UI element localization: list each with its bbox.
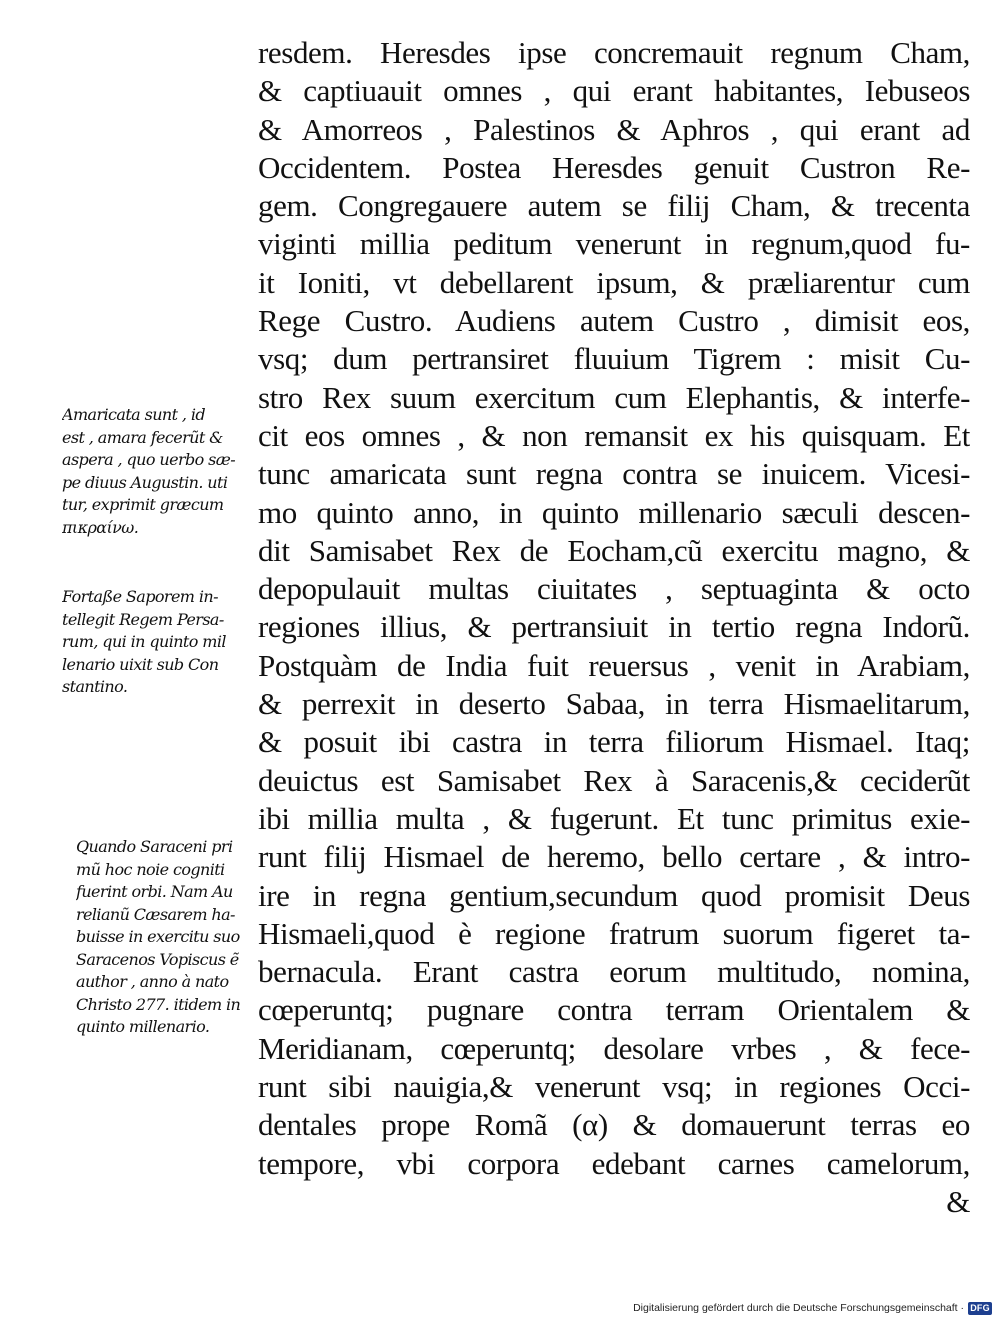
margin-note-line: lenario uixit sub Con: [62, 654, 219, 674]
margin-note-line: πικραίνω.: [62, 517, 139, 537]
text-line: Postquàm de India fuit reuersus , venit in Arabiam,: [258, 647, 970, 683]
text-line: gem. Congregauere autem se filij Cham, & trecenta: [258, 188, 970, 224]
margin-note-amaricata: [62, 404, 267, 539]
text-line: viginti millia peditum venerunt in regnum,quod fu-: [258, 226, 970, 262]
margin-note-line: est , amara fecerũt &: [62, 427, 223, 447]
text-line: resdem. Heresdes ipse concremauit regnum Cham,: [258, 35, 970, 70]
margin-note-line: Amaricata sunt , id: [62, 405, 206, 424]
text-line: ire in regna gentium,secundum quod promisit Deus: [258, 877, 970, 913]
text-line: Meridianam, cœperuntq; desolare vrbes , & fece-: [258, 1030, 970, 1066]
margin-note-line: author , anno à nato: [76, 972, 229, 991]
text-line: Occidentem. Postea Heresdes genuit Custron Re-: [258, 149, 970, 185]
text-line: dit Samisabet Rex de Eocham,cũ exercitu magno, &: [258, 532, 970, 568]
margin-note-line: Saracenos Vopiscus ẽ: [76, 949, 239, 969]
margin-note-line: relianũ Cæsarem ha-: [76, 904, 235, 924]
text-line: tempore, vbi corpora edebant carnes camelorum,: [258, 1145, 970, 1181]
margin-note-saraceni: [76, 836, 266, 1039]
text-line: runt sibi nauigia,& venerunt vsq; in regiones Occi-: [258, 1069, 970, 1105]
text-line: & posuit ibi castra in terra filiorum Hismael. Itaq;: [258, 724, 970, 760]
margin-note-line: tur, exprimit græcum: [62, 495, 224, 514]
margin-note-line: Christo 277. itidem in: [76, 994, 241, 1014]
text-line: & perrexit in deserto Sabaa, in terra Hismaelitarum,: [258, 686, 970, 722]
margin-note-line: stantino.: [62, 677, 128, 696]
margin-note-line: quinto millenario.: [76, 1017, 210, 1036]
text-line: dentales prope Romã (α) & domauerunt terras eo: [258, 1107, 970, 1143]
margin-note-line: rum, qui in quinto mil: [62, 632, 226, 651]
text-line: it Ioniti, vt debellarent ipsum, & præliarentur cum: [258, 264, 970, 300]
digitization-footer: [633, 1299, 992, 1317]
text-line: vsq; dum pertransiret fluuium Tigrem : misit Cu-: [258, 341, 970, 377]
text-line: Rege Custro. Audiens autem Custro , dimisit eos,: [258, 303, 970, 339]
text-line: depopulauit multas ciuitates , septuaginta & octo: [258, 571, 970, 607]
text-line: regiones illius, & pertransiuit in tertio regna Indorũ.: [258, 609, 970, 645]
text-line: Hismaeli,quod è regione fratrum suorum figeret ta-: [258, 915, 970, 951]
margin-note-line: tellegit Regem Persa-: [62, 609, 224, 629]
margin-note-line: pe diuus Augustin. uti: [62, 472, 228, 492]
text-line: ibi millia multa , & fugerunt. Et tunc primitus exie-: [258, 800, 970, 836]
text-line: & captiuauit omnes , qui erant habitantes, Iebuseos: [258, 73, 970, 109]
text-line: &: [946, 1183, 970, 1219]
text-line: mo quinto anno, in quinto millenario sæculi descen-: [258, 494, 970, 530]
text-line: & Amorreos , Palestinos & Aphros , qui erant ad: [258, 111, 970, 147]
text-line: cit eos omnes , & non remansit ex his quisquam. Et: [258, 417, 970, 453]
text-line: bernacula. Erant castra eorum multitudo, nomina,: [258, 954, 970, 990]
text-line: cœperuntq; pugnare contra terram Orientalem &: [258, 992, 970, 1028]
text-line: tunc amaricata sunt regna contra se inuicem. Vicesi-: [258, 456, 970, 492]
main-text-column: [258, 34, 970, 1221]
margin-note-line: Quando Saraceni pri: [76, 837, 233, 856]
dfg-logo-icon: DFG: [968, 1302, 992, 1315]
text-line: deuictus est Samisabet Rex à Saracenis,& ceciderũt: [258, 762, 970, 798]
margin-note-line: aspera , quo uerbo sæ-: [62, 450, 236, 469]
margin-note-line: Fortaße Saporem in-: [62, 587, 218, 606]
text-line: stro Rex suum exercitum cum Elephantis, & interfe-: [258, 379, 970, 415]
footer-credit-text: Digitalisierung gefördert durch die Deutsche Forschungsgemeinschaft ·: [633, 1302, 964, 1314]
text-line: runt filij Hismael de heremo, bello certare , & intro-: [258, 839, 970, 875]
margin-note-line: fuerint orbi. Nam Au: [76, 882, 233, 901]
margin-note-line: buisse in exercitu suo: [76, 927, 240, 946]
margin-note-saporem: [62, 586, 267, 699]
margin-note-line: mũ hoc noie cogniti: [76, 859, 225, 879]
